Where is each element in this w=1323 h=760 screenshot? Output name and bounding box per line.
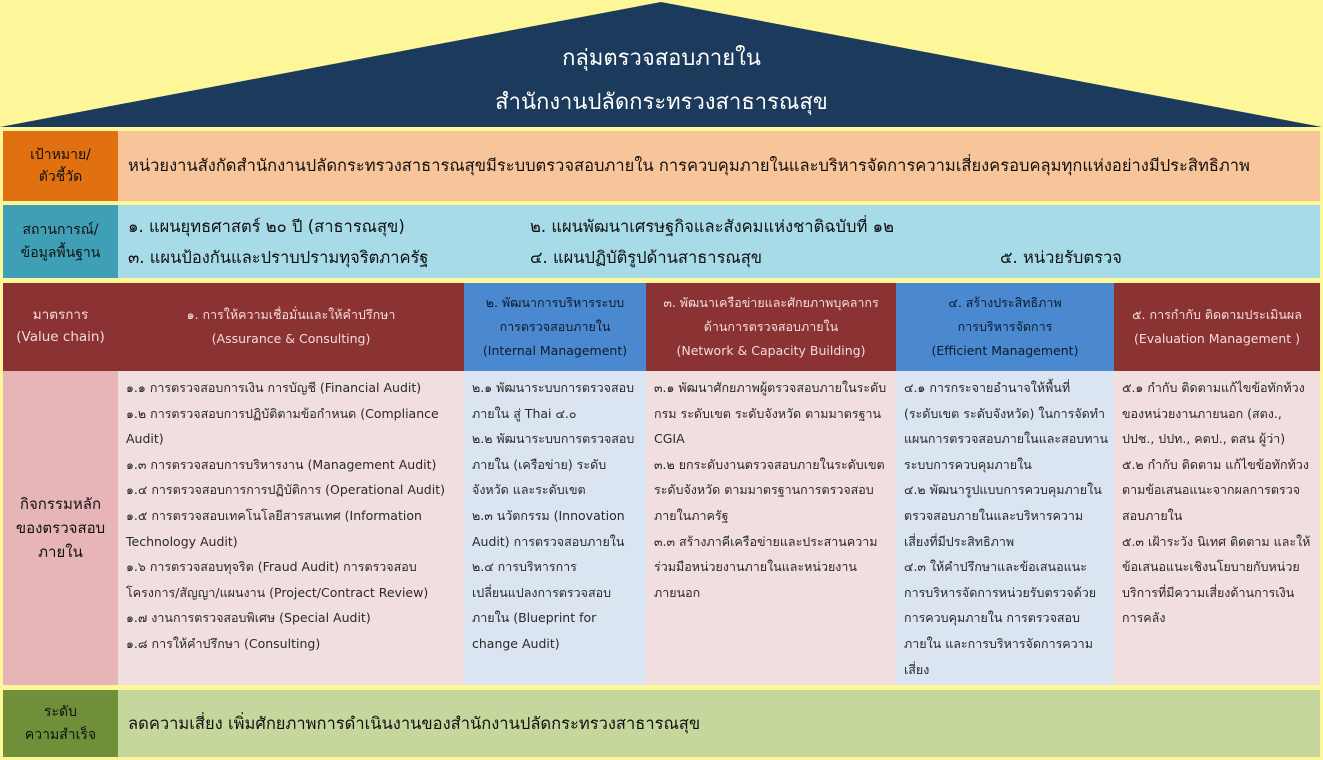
activity-item: ๕.๑ กำกับ ติดตามแก้ไขข้อทักท้วงของหน่วยงานภายนอก (สตง., ปปช., ปปท., คตป., ตสน ผู้ว่า) bbox=[1122, 380, 1305, 447]
measures-label: มาตรการ (Value chain) bbox=[3, 283, 118, 371]
activity-item: ๑.๗ งานการตรวจสอบพิเศษ (Special Audit) bbox=[126, 610, 371, 626]
measure-column-1 bbox=[118, 283, 464, 371]
activity-item: ๑.๑ การตรวจสอบการเงิน การบัญชี (Financial Audit) bbox=[126, 380, 422, 395]
measure-title-4: ๔. สร้างประสิทธิภาพ การบริหารจัดการ bbox=[948, 295, 1062, 335]
activity-column-3 bbox=[646, 371, 896, 685]
situation-item-1: ๑. แผนยุทธศาสตร์ ๒๐ ปี (สาธารณสุข) bbox=[128, 217, 405, 236]
measure-subtitle-3: (Network & Capacity Building) bbox=[676, 342, 866, 358]
header-title-line2: สำนักงานปลัดกระทรวงสาธารณสุข bbox=[495, 90, 828, 115]
situation-item-4: ๔. แผนปฏิบัติรูปด้านสาธารณสุข bbox=[530, 248, 763, 267]
goal-label: เป้าหมาย/ ตัวชี้วัด bbox=[3, 131, 118, 201]
measure-column-5 bbox=[1114, 283, 1320, 371]
activity-item: ๑.๒ การตรวจสอบการปฏิบัติตามข้อกำหนด (Compliance Audit) bbox=[126, 405, 439, 447]
activity-item: ๔.๒ พัฒนารูปแบบการควบคุมภายใน ตรวจสอบภายในและบริหารความเสี่ยงที่มีประสิทธิภาพ bbox=[904, 482, 1102, 549]
activity-column-5 bbox=[1114, 371, 1320, 685]
activity-item: ๑.๕ การตรวจสอบเทคโนโลยีสารสนเทศ (Information Technology Audit) bbox=[126, 507, 422, 549]
measure-subtitle-1: (Assurance & Consulting) bbox=[211, 331, 371, 346]
situation-item-2: ๒. แผนพัฒนาเศรษฐกิจและสังคมแห่งชาติฉบับที่ ๑๒ bbox=[530, 217, 894, 236]
activity-column-4 bbox=[896, 371, 1114, 685]
activity-column-2 bbox=[464, 371, 646, 685]
success-text: ลดความเสี่ยง เพิ่มศักยภาพการดำเนินงานของสำนักงานปลัดกระทรวงสาธารณสุข bbox=[118, 690, 1320, 757]
measure-column-3 bbox=[646, 283, 896, 371]
activity-item: ๓.๓ สร้างภาคีเครือข่ายและประสานความร่วมมือหน่วยงานภายในและหน่วยงานภายนอก bbox=[654, 533, 878, 600]
activity-item: ๑.๖ การตรวจสอบทุจริต (Fraud Audit) การตรวจสอบโครงการ/สัญญา/แผนงาน (Project/Contract Review) bbox=[126, 559, 429, 600]
measure-title-3: ๓. พัฒนาเครือข่ายและศักยภาพบุคลากร ด้านการตรวจสอบภายใน bbox=[663, 295, 879, 335]
situation-item-3: ๓. แผนป้องกันและปราบปรามทุจริตภาครัฐ bbox=[128, 248, 429, 267]
success-label: ระดับ ความสำเร็จ bbox=[3, 690, 118, 757]
activity-item: ๑.๔ การตรวจสอบการการปฏิบัติการ (Operational Audit) bbox=[126, 482, 445, 498]
header-title-line1: กลุ่มตรวจสอบภายใน bbox=[562, 46, 761, 71]
measure-title-5: ๕. การกำกับ ติดตามประเมินผล bbox=[1132, 307, 1302, 323]
situation-label: สถานการณ์/ ข้อมูลพื้นฐาน bbox=[3, 205, 118, 278]
measure-subtitle-5: (Evaluation Management ) bbox=[1134, 331, 1300, 346]
measure-title-2: ๒. พัฒนาการบริหารระบบ การตรวจสอบภายใน bbox=[485, 295, 625, 335]
measure-title-1: ๑. การให้ความเชื่อมั่นและให้คำปรึกษา bbox=[186, 307, 396, 323]
activity-item: ๕.๒ กำกับ ติดตาม แก้ไขข้อทักท้วงตามข้อเสนอแนะจากผลการตรวจสอบภายใน bbox=[1122, 456, 1309, 523]
activity-item: ๔.๓ ให้คำปรึกษาและข้อเสนอแนะการบริหารจัดการหน่วยรับตรวจด้วยการควบคุมภายใน การตรวจสอบภายใน และการบริหารจัดการความเสี่ยง bbox=[904, 559, 1097, 677]
activity-item: ๑.๘ การให้คำปรึกษา (Consulting) bbox=[126, 635, 321, 651]
activity-item: ๒.๓ นวัตกรรม (Innovation Audit) การตรวจสอบภายใน bbox=[472, 507, 625, 549]
measure-subtitle-4: (Efficient Management) bbox=[931, 342, 1079, 358]
activity-item: ๓.๒ ยกระดับงานตรวจสอบภายในระดับเขต ระดับจังหวัด ตามมาตรฐานการตรวจสอบภายในภาครัฐ bbox=[654, 456, 885, 523]
situation-item-5: ๕. หน่วยรับตรวจ bbox=[1000, 248, 1122, 267]
measure-column-4 bbox=[896, 283, 1114, 371]
goal-text: หน่วยงานสังกัดสำนักงานปลัดกระทรวงสาธารณสุขมีระบบตรวจสอบภายใน การควบคุมภายในและบริหารจัดการความเสี่ยงครอบคลุมทุกแห่งอย่างมีประสิทธิภาพ bbox=[118, 131, 1320, 201]
activity-column-1 bbox=[118, 371, 464, 685]
activity-item: ๓.๑ พัฒนาศักยภาพผู้ตรวจสอบภายในระดับกรม ระดับเขต ระดับจังหวัด ตามมาตรฐาน CGIA bbox=[654, 380, 887, 447]
situation-panel bbox=[118, 205, 1320, 278]
activity-item: ๑.๓ การตรวจสอบการบริหารงาน (Management Audit) bbox=[126, 456, 437, 472]
measure-subtitle-2: (Internal Management) bbox=[482, 342, 628, 358]
activity-item: ๒.๒ พัฒนาระบบการตรวจสอบภายใน (เครือข่าย) ระดับจังหวัด และระดับเขต bbox=[472, 431, 635, 498]
activity-item: ๒.๑ พัฒนาระบบการตรวจสอบภายใน สู่ Thai ๔.๐ bbox=[472, 380, 635, 421]
measure-column-2 bbox=[464, 283, 646, 371]
activity-item: ๔.๑ การกระจายอำนาจให้พื้นที่ (ระดับเขต ระดับจังหวัด) ในการจัดทำแผนการตรวจสอบภายในและสอบทานระบบการควบคุมภายใน bbox=[904, 380, 1109, 472]
activity-item: ๒.๔ การบริหารการเปลี่ยนแปลงการตรวจสอบภายใน (Blueprint for change Audit) bbox=[472, 559, 612, 651]
activities-label: กิจกรรมหลัก ของตรวจสอบ ภายใน bbox=[3, 371, 118, 685]
activity-item: ๕.๓ เฝ้าระวัง นิเทศ ติดตาม และให้ข้อเสนอแนะเชิงนโยบายกับหน่วยบริการที่มีความเสี่ยงด้านการเงินการคลัง bbox=[1122, 533, 1311, 626]
